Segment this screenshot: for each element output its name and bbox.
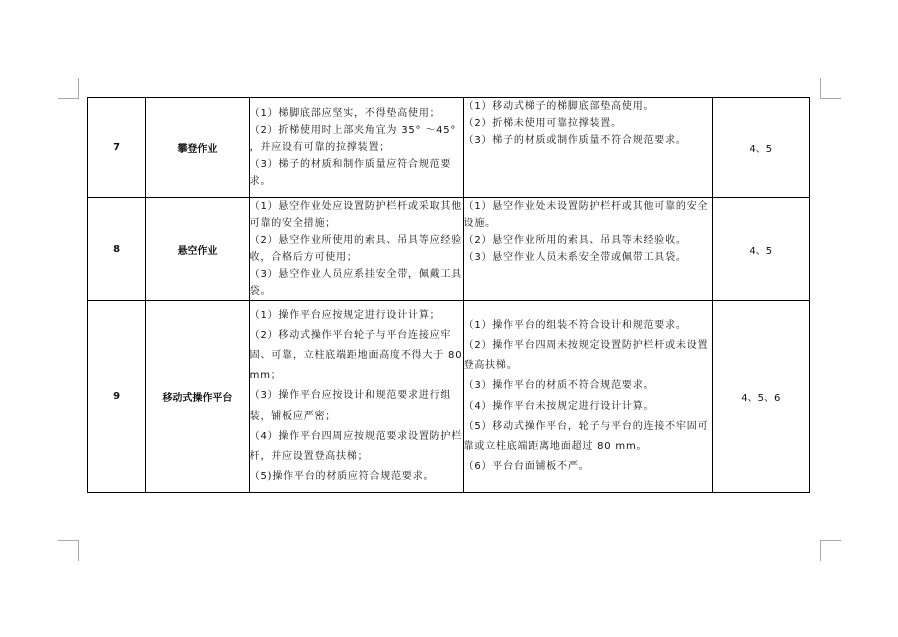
- crop-mark-bottom-left: [58, 540, 79, 561]
- requirement-item: （2）移动式操作平台轮子与平台连接应牢固、可靠，立柱底端距地面高度不得大于 80mm；: [249, 329, 463, 382]
- requirement-item: （1）操作平台应按规定进行设计计算；: [249, 309, 441, 321]
- requirement-item: （1）悬空作业处应设置防护栏杆或采取其他可靠的安全措施；: [249, 201, 463, 229]
- hazards-cell: [463, 98, 712, 198]
- hazard-item: （2）折梯未使用可靠拉撑装置。: [463, 118, 622, 129]
- reference-cell: 4、5、6: [712, 301, 809, 493]
- requirement-item: （1）梯脚底部应坚实，不得垫高使用；: [249, 108, 441, 119]
- requirements-cell: [249, 198, 463, 301]
- item-name: 移动式操作平台: [146, 301, 249, 493]
- table-row: [88, 198, 810, 301]
- hazard-item: （1）悬空作业处未设置防护栏杆或其他可靠的安全设施。: [463, 201, 709, 229]
- hazard-item: （2）操作平台四周未按规定设置防护栏杆或未设置登高扶梯。: [463, 339, 709, 372]
- row-number: 9: [88, 301, 146, 493]
- hazard-item: （4）操作平台未按规定进行设计计算。: [463, 400, 655, 412]
- requirements-cell: [249, 98, 463, 198]
- requirement-item: （3）梯子的材质和制作质量应符合规范要求。: [249, 159, 452, 187]
- requirement-item: （4）操作平台四周应按规范要求设置防护栏杆，并应设置登高扶梯；: [249, 430, 463, 462]
- requirements-cell: [249, 301, 463, 493]
- hazard-item: （2）悬空作业所用的索具、吊具等未经验收。: [463, 235, 687, 246]
- reference-cell: 4、5: [712, 198, 809, 301]
- hazard-item: （3）操作平台的材质不符合规范要求。: [463, 380, 655, 392]
- requirement-item: （3）操作平台应按设计和规范要求进行组装，铺板应严密；: [249, 390, 452, 422]
- hazard-item: （3）悬空作业人员未系安全带或佩带工具袋。: [463, 252, 687, 263]
- table-row: [88, 301, 810, 493]
- row-number: 8: [88, 198, 146, 301]
- crop-mark-bottom-right: [820, 540, 841, 561]
- hazards-cell: [463, 198, 712, 301]
- item-name: 悬空作业: [146, 198, 249, 301]
- requirement-item: （5)操作平台的材质应符合规范要求。: [249, 471, 435, 483]
- hazard-item: （5）移动式操作平台，轮子与平台的连接不牢固可靠或立柱底端距离地面超过 80 mm。: [463, 420, 709, 452]
- hazard-item: （3）梯子的材质或制作质量不符合规范要求。: [463, 135, 687, 146]
- table-row: [88, 98, 810, 198]
- row-number: 7: [88, 98, 146, 198]
- requirement-item: （2）折梯使用时上部夹角宜为 35° ～45° ，并应设有可靠的拉撑装置；: [249, 125, 457, 153]
- hazards-cell: [463, 301, 712, 493]
- hazard-item: （6）平台台面铺板不严。: [463, 461, 590, 473]
- requirement-item: （3）悬空作业人员应系挂安全带，佩戴工具袋。: [249, 269, 463, 297]
- hazard-item: （1）操作平台的组装不符合设计和规范要求。: [463, 319, 687, 331]
- requirement-item: （2）悬空作业所使用的索具、吊具等应经验收，合格后方可使用；: [249, 235, 463, 263]
- reference-cell: 4、5: [712, 98, 809, 198]
- item-name: 攀登作业: [146, 98, 249, 198]
- crop-mark-top-right: [820, 78, 841, 99]
- safety-inspection-table: [87, 97, 810, 493]
- hazard-item: （1）移动式梯子的梯脚底部垫高使用。: [463, 101, 655, 112]
- crop-mark-top-left: [58, 78, 79, 99]
